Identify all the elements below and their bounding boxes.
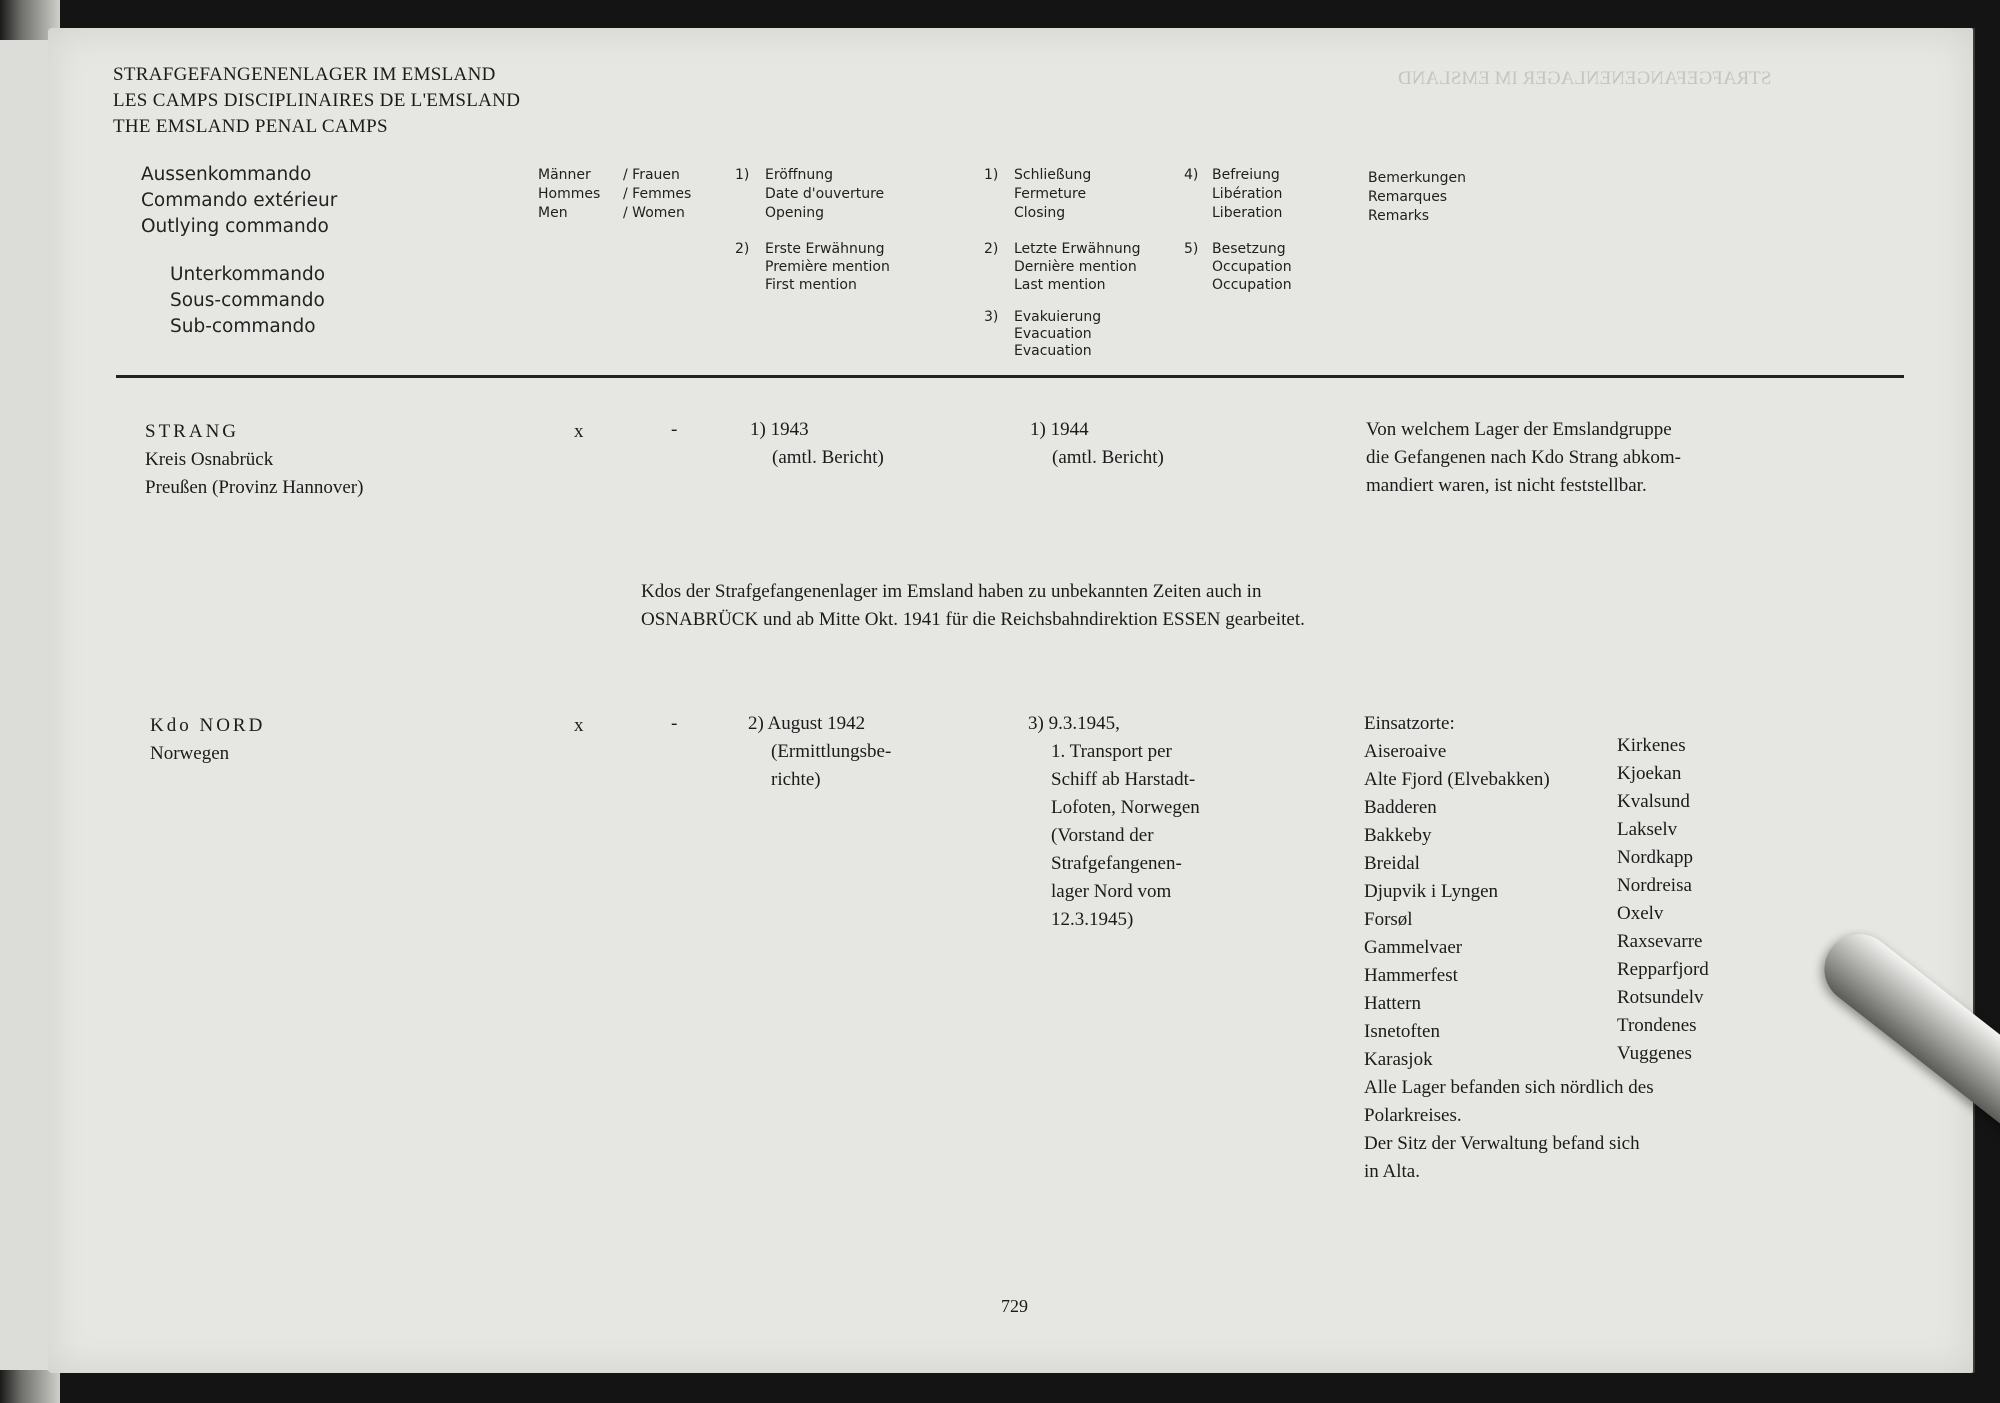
nord-einsatz-title: Einsatzorte:: [1364, 713, 1455, 734]
place-item: Hattern: [1364, 993, 1421, 1014]
place-item: Vuggenes: [1617, 1043, 1692, 1064]
place-item: Nordreisa: [1617, 875, 1692, 896]
col1-top-en: Opening: [765, 205, 825, 221]
place-item: Djupvik i Lyngen: [1364, 881, 1499, 902]
nord-closing-3: Der Sitz der Verwaltung befand sich: [1364, 1133, 1640, 1154]
strang-remark-2: die Gefangenen nach Kdo Strang abkom-: [1366, 447, 1681, 468]
col2-bottom-de: Evakuierung: [1014, 309, 1102, 325]
place-item: Alte Fjord (Elvebakken): [1364, 769, 1550, 790]
place-item: Karasjok: [1364, 1049, 1433, 1070]
col-gender-women-fr: / Femmes: [623, 186, 692, 202]
strang-close-note: (amtl. Bericht): [1052, 447, 1164, 468]
place-item: Trondenes: [1617, 1015, 1697, 1036]
col-gender-women-de: / Frauen: [623, 167, 680, 183]
place-item: Oxelv: [1617, 903, 1664, 924]
nord-women: -: [671, 713, 678, 734]
show-through-text: STRAFGEFANGENENLAGER IM EMSLAND: [1398, 68, 1772, 89]
note-line-1: Kdos der Strafgefangenenlager im Emsland haben zu unbekannten Zeiten auch in: [641, 581, 1262, 602]
col3-top-num: 4): [1184, 167, 1199, 183]
col1-bottom-en: First mention: [765, 277, 857, 293]
nord-evac-1: 3) 9.3.1945,: [1028, 713, 1120, 734]
col3-top-fr: Libération: [1212, 186, 1283, 202]
nord-closing-1: Alle Lager befanden sich nördlich des: [1364, 1077, 1654, 1098]
strang-men: x: [574, 421, 584, 442]
place-item: Kjoekan: [1617, 763, 1682, 784]
nord-closing-2: Polarkreises.: [1364, 1105, 1462, 1126]
nord-evac-7: lager Nord vom: [1051, 881, 1172, 902]
nord-first-1: 2) August 1942: [748, 713, 866, 734]
col3-bottom-fr: Occupation: [1212, 259, 1292, 275]
place-item: Kvalsund: [1617, 791, 1690, 812]
col-gender-fr: Hommes: [538, 186, 601, 202]
col2-top-de: Schließung: [1014, 167, 1092, 183]
nord-evac-6: Strafgefangenen-: [1051, 853, 1182, 874]
nord-men: x: [574, 715, 584, 736]
col2-bottom-en: Evacuation: [1014, 343, 1092, 359]
strang-name: STRANG: [145, 421, 240, 442]
strang-women: -: [671, 419, 678, 440]
place-item: Repparfjord: [1617, 959, 1709, 980]
place-item: Rotsundelv: [1617, 987, 1704, 1008]
col2-top-num: 1): [984, 167, 999, 183]
strang-place-1: Kreis Osnabrück: [145, 449, 274, 470]
col1-top-de: Eröffnung: [765, 167, 834, 183]
nord-place: Norwegen: [150, 743, 230, 764]
col-aussen-en: Outlying commando: [141, 216, 329, 237]
col3-top-de: Befreiung: [1212, 167, 1280, 183]
col2-bottom-fr: Evacuation: [1014, 326, 1092, 342]
col2-top-en: Closing: [1014, 205, 1066, 221]
heading-fr: LES CAMPS DISCIPLINAIRES DE L'EMSLAND: [113, 90, 521, 111]
col2-mid-fr: Dernière mention: [1014, 259, 1137, 275]
col-gender-women-en: / Women: [623, 205, 685, 221]
col-remarks-en: Remarks: [1368, 208, 1430, 224]
header-rule: [116, 375, 1904, 378]
nord-first-2: (Ermittlungsbe-: [771, 741, 892, 762]
col-remarks-fr: Remarques: [1368, 189, 1448, 205]
col1-bottom-num: 2): [735, 241, 750, 257]
place-item: Aiseroaive: [1364, 741, 1447, 762]
nord-evac-3: Schiff ab Harstadt-: [1051, 769, 1196, 790]
strang-place-2: Preußen (Provinz Hannover): [145, 477, 364, 498]
place-item: Kirkenes: [1617, 735, 1686, 756]
col1-bottom-de: Erste Erwähnung: [765, 241, 885, 257]
col3-bottom-de: Besetzung: [1212, 241, 1286, 257]
place-item: Lakselv: [1617, 819, 1678, 840]
place-item: Badderen: [1364, 797, 1437, 818]
place-item: Breidal: [1364, 853, 1420, 874]
col2-mid-de: Letzte Erwähnung: [1014, 241, 1141, 257]
col-gender-de: Männer: [538, 167, 591, 183]
nord-evac-8: 12.3.1945): [1051, 909, 1134, 930]
col-aussen-de: Aussenkommando: [141, 164, 312, 185]
page-number: 729: [1001, 1296, 1028, 1316]
place-item: Nordkapp: [1617, 847, 1693, 868]
place-item: Isnetoften: [1364, 1021, 1440, 1042]
strang-remark-3: mandiert waren, ist nicht feststellbar.: [1366, 475, 1647, 496]
col3-top-en: Liberation: [1212, 205, 1283, 221]
col1-top-num: 1): [735, 167, 750, 183]
col2-bottom-num: 3): [984, 309, 999, 325]
heading-de: STRAFGEFANGENENLAGER IM EMSLAND: [113, 64, 496, 85]
col3-bottom-num: 5): [1184, 241, 1199, 257]
col-unter-fr: Sous-commando: [170, 290, 325, 311]
place-item: Gammelvaer: [1364, 937, 1463, 958]
place-item: Raxsevarre: [1617, 931, 1703, 952]
col-unter-en: Sub-commando: [170, 316, 316, 337]
col-remarks-de: Bemerkungen: [1368, 170, 1467, 186]
place-item: Forsøl: [1364, 909, 1413, 930]
strang-remark-1: Von welchem Lager der Emslandgruppe: [1366, 419, 1672, 440]
col2-top-fr: Fermeture: [1014, 186, 1087, 202]
nord-closing-4: in Alta.: [1364, 1161, 1420, 1182]
strang-open-note: (amtl. Bericht): [772, 447, 884, 468]
nord-evac-2: 1. Transport per: [1051, 741, 1172, 762]
col-gender-en: Men: [538, 205, 568, 221]
place-item: Hammerfest: [1364, 965, 1458, 986]
nord-first-3: richte): [771, 769, 821, 790]
nord-name: Kdo NORD: [150, 715, 266, 736]
nord-evac-5: (Vorstand der: [1051, 825, 1154, 846]
book-page: [48, 28, 1973, 1373]
strang-close: 1) 1944: [1030, 419, 1089, 440]
strang-open: 1) 1943: [750, 419, 809, 440]
col-unter-de: Unterkommando: [170, 264, 326, 285]
col1-bottom-fr: Première mention: [765, 259, 890, 275]
note-line-2: OSNABRÜCK und ab Mitte Okt. 1941 für die Reichsbahndirektion ESSEN gearbeitet.: [641, 609, 1305, 630]
col3-bottom-en: Occupation: [1212, 277, 1292, 293]
nord-evac-4: Lofoten, Norwegen: [1051, 797, 1200, 818]
heading-en: THE EMSLAND PENAL CAMPS: [113, 116, 388, 137]
col2-mid-en: Last mention: [1014, 277, 1106, 293]
place-item: Bakkeby: [1364, 825, 1432, 846]
col1-top-fr: Date d'ouverture: [765, 186, 885, 202]
col2-mid-num: 2): [984, 241, 999, 257]
col-aussen-fr: Commando extérieur: [141, 190, 338, 211]
